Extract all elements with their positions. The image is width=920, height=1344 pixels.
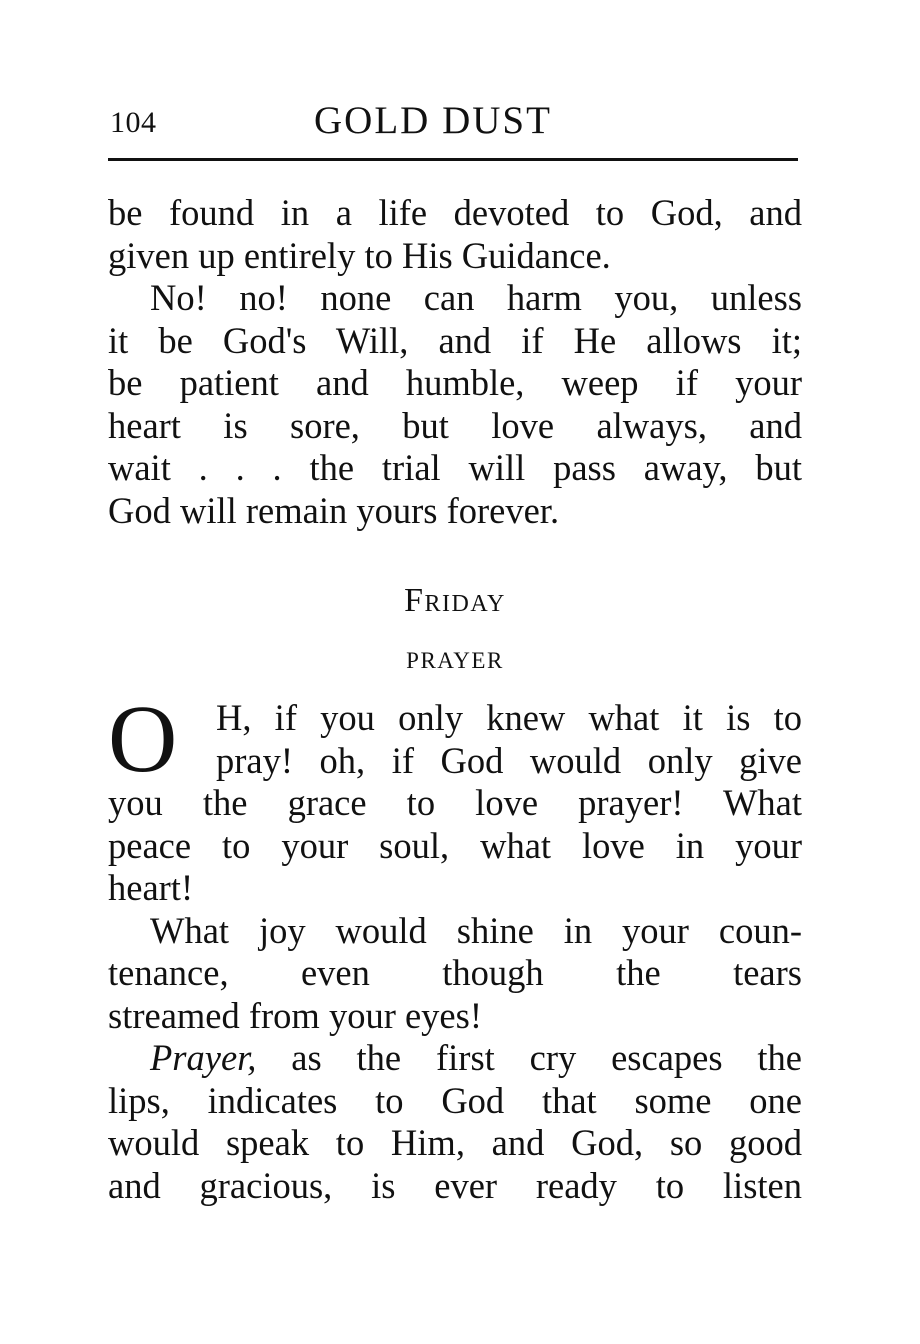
text-line: it be God's Will, and if He allows it;	[108, 319, 802, 361]
text-line: What joy would shine in your coun-	[150, 909, 802, 951]
text-line: heart is sore, but love always, and	[108, 404, 802, 446]
paragraph-block-continuation	[108, 192, 802, 532]
text-line: would speak to Him, and God, so good	[108, 1122, 802, 1163]
page-number: 104	[110, 106, 157, 139]
text-line: No! no! none can harm you, unless	[150, 277, 802, 318]
paragraph-block-prayer	[108, 685, 802, 1207]
header-rule	[108, 158, 798, 161]
text-line: heart!	[108, 867, 194, 908]
text-line-emphasis	[108, 1037, 802, 1080]
section-subheading: PRAYER	[406, 648, 504, 673]
drop-cap-wrapper	[108, 685, 802, 792]
text-line: peace to your soul, what love in your	[108, 824, 802, 866]
text-fragment: as the first cry escapes the	[256, 1037, 802, 1078]
text-line: and gracious, is ever ready to listen	[108, 1164, 802, 1206]
running-head	[108, 98, 798, 142]
italic-word: Prayer,	[150, 1037, 257, 1078]
drop-cap: O	[108, 685, 178, 792]
running-title: GOLD DUST	[314, 99, 552, 142]
text-line: lips, indicates to God that some one	[108, 1079, 802, 1121]
text-line: be patient and humble, weep if your	[108, 362, 802, 403]
text-line: tenance, even though the tears	[108, 952, 802, 993]
text-line: God will remain yours forever.	[108, 489, 560, 531]
text-line: you the grace to love prayer! What	[108, 782, 802, 823]
text-line: wait . . . the trial will pass away, but	[108, 447, 802, 488]
text-line: streamed from your eyes!	[108, 994, 482, 1036]
text-line: H, if you only knew what it is to	[216, 697, 802, 738]
text-line: pray! oh, if God would only give	[216, 739, 802, 781]
text-line: given up entirely to His Guidance.	[108, 234, 611, 276]
section-heading: Friday	[404, 582, 506, 619]
text-line: be found in a life devoted to God, and	[108, 192, 802, 233]
